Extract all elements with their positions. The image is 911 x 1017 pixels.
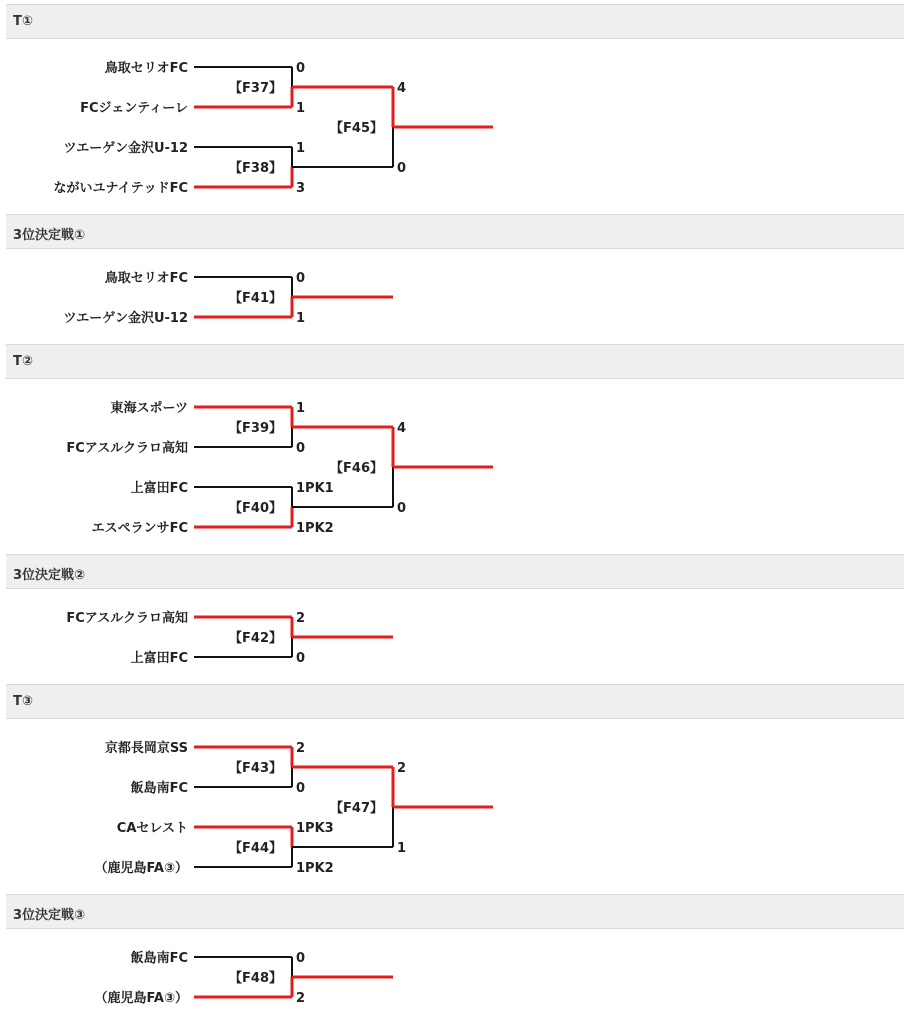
- team-name: ながいユナイテッドFC: [53, 181, 188, 196]
- team-name: FCアスルクラロ高知: [66, 441, 188, 456]
- team-score: 1PK1: [296, 481, 334, 496]
- team-score: 1: [296, 141, 306, 156]
- section-header-t1: [6, 4, 904, 39]
- team-name: 上富田FC: [130, 481, 188, 496]
- team-score: 1: [296, 311, 306, 326]
- match-code: 【F41】: [229, 291, 282, 306]
- team-name: 東海スポーツ: [110, 401, 188, 416]
- match-code: 【F38】: [229, 161, 282, 176]
- final-score: 2: [397, 761, 407, 776]
- team-name: CAセレスト: [116, 821, 188, 836]
- match-code: 【F42】: [229, 631, 282, 646]
- section-title: T①: [13, 14, 33, 29]
- match-code: 【F47】: [330, 801, 383, 816]
- final-score: 4: [397, 421, 407, 436]
- team-score: 0: [296, 61, 306, 76]
- team-score: 3: [296, 181, 306, 196]
- bracket-t1: [0, 47, 520, 207]
- final-score: 0: [397, 501, 407, 516]
- team-score: 1: [296, 101, 306, 116]
- team-name: FCジェンティーレ: [80, 101, 188, 116]
- section-title: 3位決定戦①: [13, 228, 86, 243]
- team-name: エスペランサFC: [91, 521, 188, 536]
- team-name: 鳥取セリオFC: [104, 61, 188, 76]
- final-score: 0: [397, 161, 407, 176]
- match-code: 【F44】: [229, 841, 282, 856]
- team-name: 鳥取セリオFC: [104, 271, 188, 286]
- final-score: 4: [397, 81, 407, 96]
- team-score: 0: [296, 651, 306, 666]
- bracket-3rd-place-1: [0, 257, 520, 337]
- team-score: 1PK3: [296, 821, 334, 836]
- match-code: 【F46】: [330, 461, 383, 476]
- team-name: 飯島南FC: [130, 951, 188, 966]
- match-code: 【F40】: [229, 501, 282, 516]
- team-name: 飯島南FC: [130, 781, 188, 796]
- team-score: 2: [296, 741, 306, 756]
- section-title: 3位決定戦②: [13, 568, 86, 583]
- team-name: ツエーゲン金沢U-12: [63, 141, 188, 156]
- final-score: 1: [397, 841, 407, 856]
- team-name: 上富田FC: [130, 651, 188, 666]
- section-header-3rd-3: [6, 894, 904, 929]
- section-header-t3: [6, 684, 904, 719]
- match-code: 【F43】: [229, 761, 282, 776]
- team-score: 1PK2: [296, 861, 334, 876]
- team-score: 1: [296, 401, 306, 416]
- bracket-t3: [0, 727, 520, 887]
- team-name: （鹿児島FA③）: [94, 861, 188, 876]
- match-code: 【F48】: [229, 971, 282, 986]
- bracket-3rd-place-2: [0, 597, 520, 677]
- section-title: T③: [13, 694, 33, 709]
- team-score: 1PK2: [296, 521, 334, 536]
- team-score: 0: [296, 781, 306, 796]
- team-name: 京都長岡京SS: [104, 741, 188, 756]
- team-name: （鹿児島FA③）: [94, 991, 188, 1006]
- section-header-t2: [6, 344, 904, 379]
- team-name: FCアスルクラロ高知: [66, 611, 188, 626]
- match-code: 【F45】: [330, 121, 383, 136]
- section-title: T②: [13, 354, 33, 369]
- section-header-3rd-2: [6, 554, 904, 589]
- bracket-3rd-place-3: [0, 937, 520, 1017]
- match-code: 【F39】: [229, 421, 282, 436]
- match-code: 【F37】: [229, 81, 282, 96]
- team-score: 2: [296, 611, 306, 626]
- team-score: 0: [296, 441, 306, 456]
- team-score: 0: [296, 951, 306, 966]
- team-score: 0: [296, 271, 306, 286]
- section-title: 3位決定戦③: [13, 908, 86, 923]
- section-header-3rd-1: [6, 214, 904, 249]
- bracket-t2: [0, 387, 520, 547]
- team-score: 2: [296, 991, 306, 1006]
- team-name: ツエーゲン金沢U-12: [63, 311, 188, 326]
